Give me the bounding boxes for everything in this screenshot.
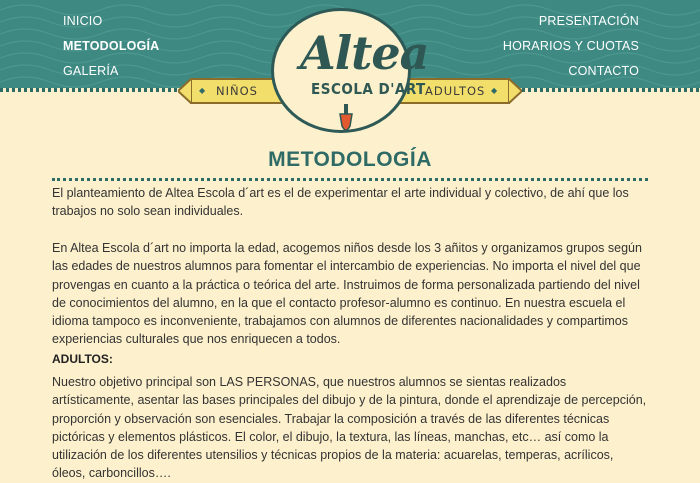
ribbon-adultos[interactable]: ADULTOS bbox=[425, 84, 486, 98]
brush-icon bbox=[337, 104, 355, 134]
ribbon-end-left bbox=[178, 78, 192, 104]
adultos-heading: ADULTOS: bbox=[52, 352, 113, 366]
logo-title: Altea bbox=[300, 26, 429, 80]
diamond-icon: ◆ bbox=[199, 86, 206, 95]
logo-subtitle: ESCOLA D'ART bbox=[311, 80, 426, 98]
adultos-paragraph: Nuestro objetivo principal son LAS PERSONAS, que nuestros alumnos se sientas realizados artísticamente, asentar las bases principales del dibujo y de la pintura, donde el aprendizaje de percepción, proporción y observación son esenciales. Trabajar la composición a través de las diferentes técnicas pictóricas y elementos plásticos. El color, el dibujo, la textura, las líneas, manchas, etc… así como la utilización de los diferentes utensilios y técnicas propios de la materia: acuarelas, temperas, acrílicos, óleos, carboncillos…. bbox=[52, 375, 647, 481]
diamond-icon: ◆ bbox=[491, 86, 498, 95]
intro-paragraph: El planteamiento de Altea Escola d´art es el de experimentar el arte individual y colectivo, de ahí que los trabajos no solo sean individuales. bbox=[52, 186, 629, 219]
nav-link-metodologia[interactable]: METODOLOGÍA bbox=[63, 39, 160, 53]
nav-link-inicio[interactable]: INICIO bbox=[63, 14, 103, 28]
nav-link-galeria[interactable]: GALERÍA bbox=[63, 64, 119, 78]
title-divider bbox=[52, 178, 648, 181]
ribbon-end-right bbox=[508, 78, 522, 104]
ribbon-ninos[interactable]: NIÑOS bbox=[216, 84, 258, 98]
nav-link-horarios[interactable]: HORARIOS Y CUOTAS bbox=[502, 39, 639, 53]
nav-link-presentacion[interactable]: PRESENTACIÓN bbox=[538, 14, 639, 28]
method-paragraph: En Altea Escola d´art no importa la edad, acogemos niños desde los 3 añitos y organizamos grupos según las edades de nuestros alumnos para fomentar el intercambio de experiencias. No importa el nivel del que provengas en cuanto a la práctica o teórica del arte. Instruimos de forma personalizada partiendo del nivel de conocimientos del alumno, en la que el contacto profesor-alumno es continuo. En nuestra escuela el idioma tampoco es inconveniente, trabajamos con alumnos de diferentes nacionalidades y compartimos experiencias culturales que nos enriquecen a todos. bbox=[52, 241, 642, 347]
page-title: METODOLOGÍA bbox=[268, 148, 432, 171]
nav-link-contacto[interactable]: CONTACTO bbox=[568, 64, 639, 78]
